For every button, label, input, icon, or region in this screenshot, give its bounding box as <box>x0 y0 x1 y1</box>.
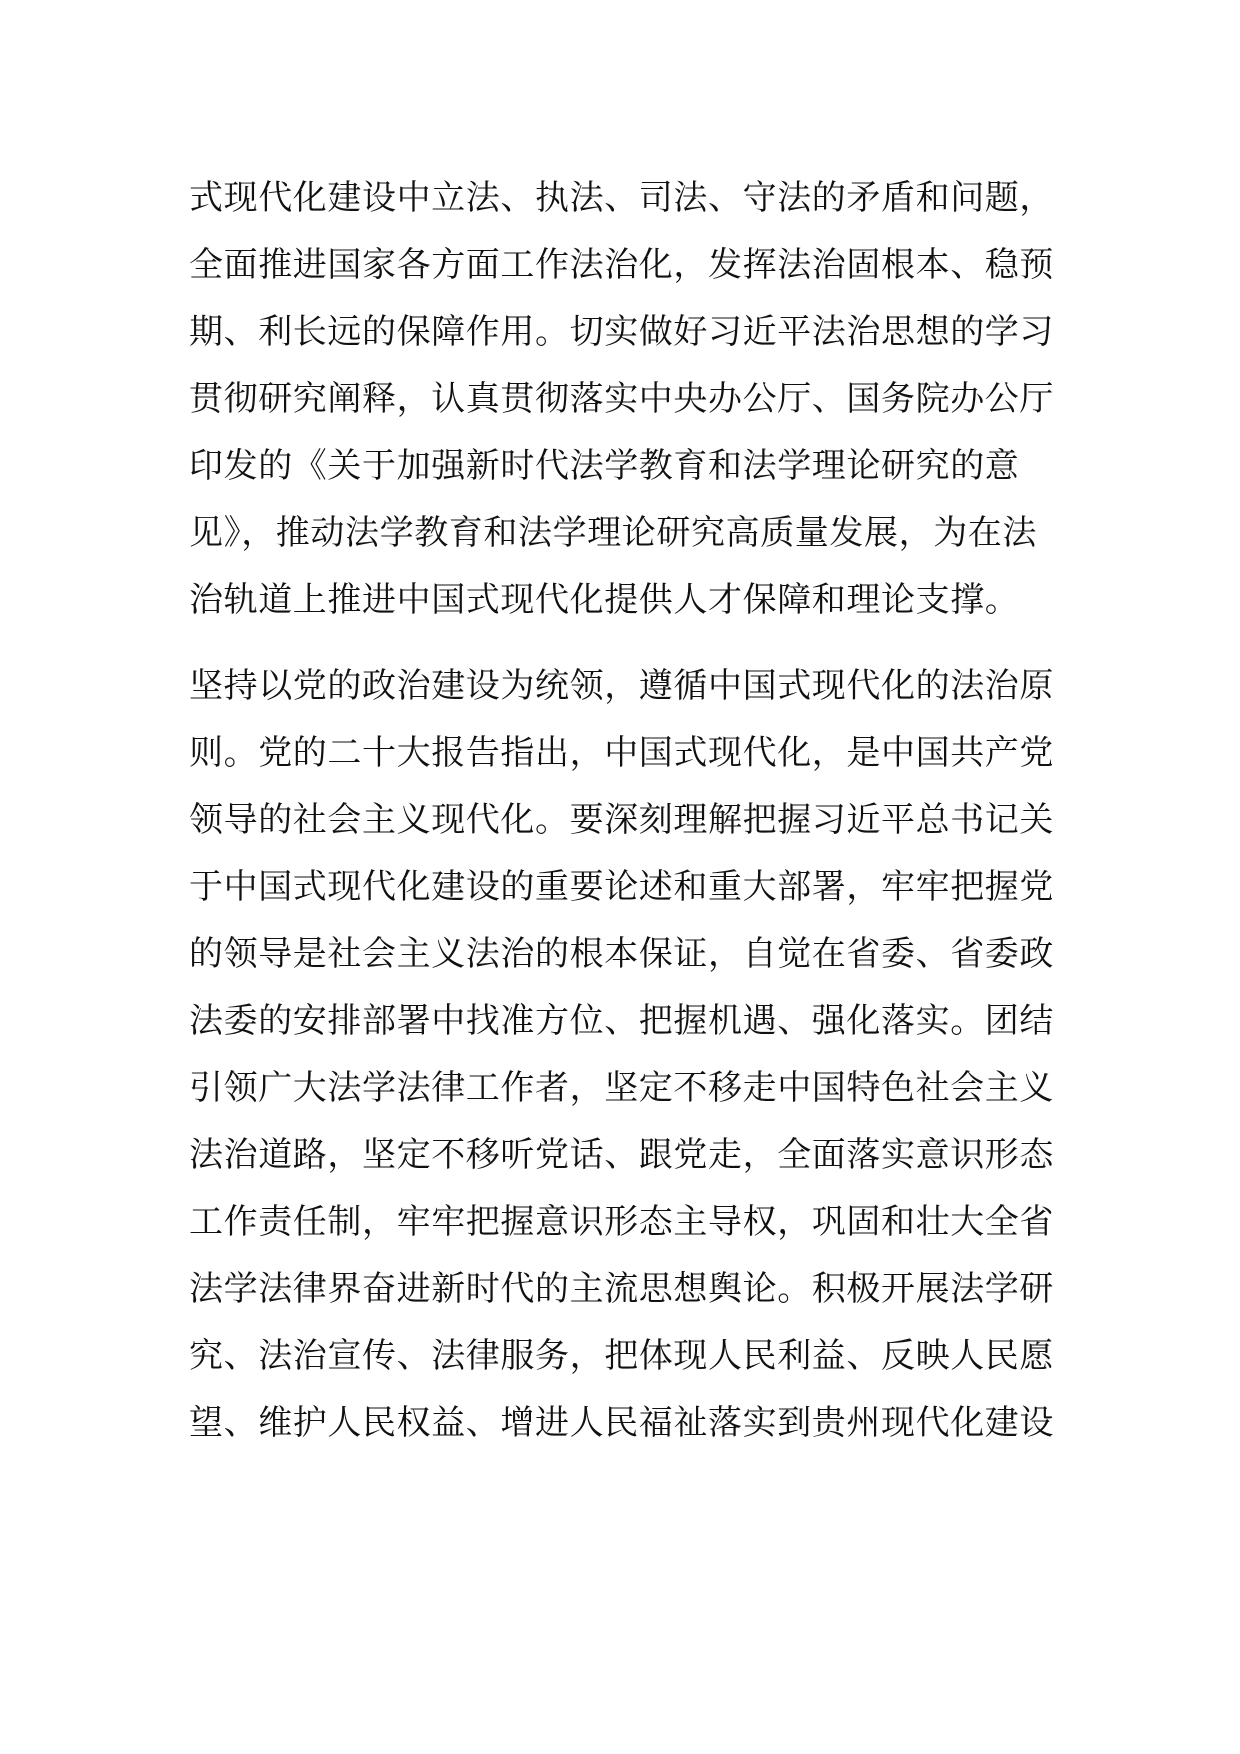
text-line: 贯彻研究阐释，认真贯彻落实中央办公厅、国务院办公厅 <box>189 379 1054 419</box>
text-line: 引领广大法学法律工作者，坚定不移走中国特色社会主义 <box>189 1068 1054 1108</box>
text-line: 的领导是社会主义法治的根本保证，自觉在省委、省委政 <box>189 934 1054 974</box>
text-line: 见》，推动法学教育和法学理论研究高质量发展，为在法 <box>189 513 1037 553</box>
text-line: 则。党的二十大报告指出，中国式现代化，是中国共产党 <box>189 733 1054 773</box>
text-line: 工作责任制，牢牢把握意识形态主导权，巩固和壮大全省 <box>189 1202 1054 1242</box>
text-line: 望、维护人民权益、增进人民福祉落实到贵州现代化建设 <box>189 1403 1054 1443</box>
text-line: 法学法律界奋进新时代的主流思想舆论。积极开展法学研 <box>189 1269 1054 1309</box>
text-line: 式现代化建设中立法、执法、司法、守法的矛盾和问题， <box>189 178 1054 218</box>
text-line: 法治道路，坚定不移听党话、跟党走，全面落实意识形态 <box>189 1135 1054 1175</box>
text-line: 全面推进国家各方面工作法治化，发挥法治固根本、稳预 <box>189 245 1054 285</box>
text-line: 领导的社会主义现代化。要深刻理解把握习近平总书记关 <box>189 800 1054 840</box>
text-line: 法委的安排部署中找准方位、把握机遇、强化落实。团结 <box>189 1001 1054 1041</box>
text-line: 治轨道上推进中国式现代化提供人才保障和理论支撑。 <box>189 580 1020 620</box>
text-line: 究、法治宣传、法律服务，把体现人民利益、反映人民愿 <box>189 1336 1054 1376</box>
text-line: 期、利长远的保障作用。切实做好习近平法治思想的学习 <box>189 312 1054 352</box>
text-line: 印发的《关于加强新时代法学教育和法学理论研究的意 <box>189 446 1020 486</box>
text-line: 于中国式现代化建设的重要论述和重大部署，牢牢把握党 <box>189 867 1054 907</box>
text-line: 坚持以党的政治建设为统领，遵循中国式现代化的法治原 <box>189 666 1054 706</box>
